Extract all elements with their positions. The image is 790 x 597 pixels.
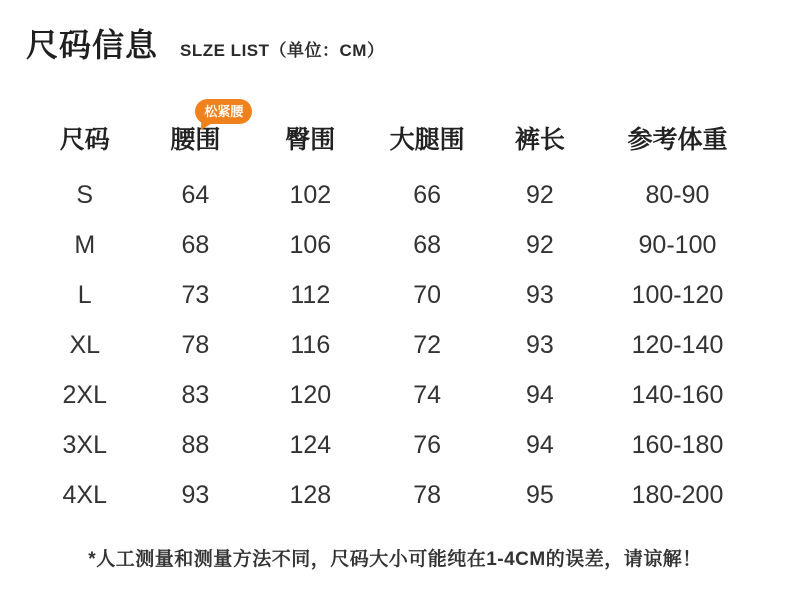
table-cell: 78 (181, 330, 210, 359)
table-cell: 93 (525, 330, 554, 359)
table-cell: 68 (413, 230, 441, 259)
table-cell: 78 (413, 480, 441, 509)
table-cell: 102 (289, 180, 332, 209)
table-cell: 70 (413, 280, 441, 309)
table-cell: 76 (413, 430, 441, 459)
table-cell: 160-180 (631, 430, 724, 459)
measurement-note: *人工测量和测量方法不同，尺码大小可能纯在1-4CM的误差，请谅解！ (88, 549, 702, 570)
table-cell: 80-90 (645, 180, 710, 209)
header-cell-4: 大腿围 (389, 126, 465, 154)
table-cell: 90-100 (638, 230, 717, 259)
table-cell: 68 (181, 230, 210, 259)
size-label-cell: 4XL (62, 480, 107, 509)
size-label-cell: S (76, 180, 94, 209)
table-cell: 106 (289, 230, 332, 259)
size-label-cell: M (74, 230, 96, 259)
table-row (30, 320, 760, 370)
header-cell-2: 腰围 松紧腰 (140, 120, 252, 160)
page-title: 尺码信息 (26, 27, 159, 63)
table-cell: 112 (290, 280, 331, 309)
table-cell: 180-200 (631, 480, 724, 509)
table-row (30, 270, 760, 320)
table-cell: 100-120 (631, 280, 724, 309)
table-cell: 94 (525, 380, 554, 409)
table-row (30, 220, 760, 270)
table-cell: 72 (413, 330, 441, 359)
header-cell-6: 参考体重 (627, 126, 728, 154)
table-cell: 120 (289, 380, 332, 409)
table-cell: 116 (290, 330, 331, 359)
table-cell: 92 (525, 230, 554, 259)
header-cell-3: 臀围 (285, 126, 336, 154)
table-cell: 93 (181, 480, 210, 509)
table-row (30, 420, 760, 470)
header-cell-5: 裤长 (514, 126, 565, 154)
table-row (30, 170, 760, 220)
table-cell: 93 (525, 280, 554, 309)
elastic-waist-badge: 松紧腰 (195, 99, 252, 124)
table-cell: 88 (181, 430, 210, 459)
table-cell: 95 (525, 480, 554, 509)
table-cell: 73 (181, 280, 210, 309)
table-cell: 64 (181, 180, 210, 209)
table-cell: 120-140 (631, 330, 724, 359)
table-cell: 83 (181, 380, 210, 409)
size-table (30, 102, 760, 520)
table-cell: 124 (289, 430, 332, 459)
header-cell-1: 尺码 (59, 126, 110, 154)
table-body (30, 170, 760, 520)
table-cell: 128 (289, 480, 332, 509)
table-header-row (30, 102, 760, 160)
table-cell: 66 (413, 180, 441, 209)
page-subtitle: SLZE LIST（单位：CM） (180, 41, 385, 60)
size-label-cell: XL (69, 330, 101, 359)
table-cell: 92 (525, 180, 554, 209)
table-cell: 94 (525, 430, 554, 459)
table-cell: 74 (413, 380, 441, 409)
size-label-cell: 3XL (62, 430, 107, 459)
table-row (30, 370, 760, 420)
size-label-cell: L (77, 280, 92, 309)
table-cell: 140-160 (631, 380, 724, 409)
header-bar (0, 0, 790, 66)
table-row (30, 470, 760, 520)
size-label-cell: 2XL (62, 380, 107, 409)
